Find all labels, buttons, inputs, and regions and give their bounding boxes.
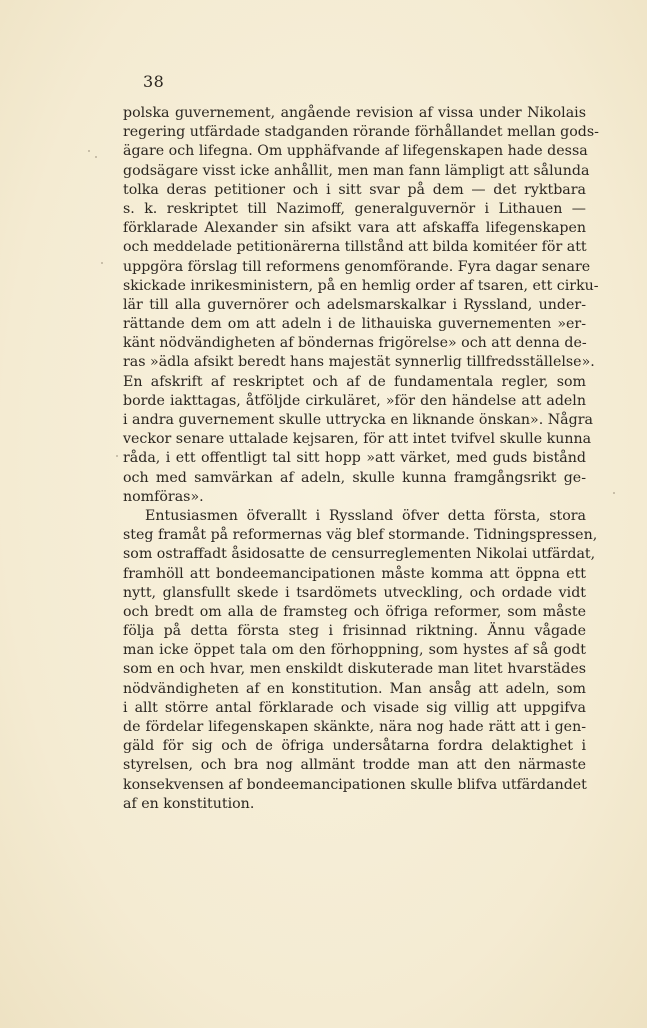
text-line: förklarade Alexander sin afsikt vara att afskaffa lifegenskapen (123, 220, 586, 237)
paper-speck (95, 156, 97, 158)
paper-speck (116, 455, 118, 457)
page-number: 38 (143, 72, 165, 91)
text-line: som ostraffadt åsidosatte de censurreglementen Nikolai utfärdat, (123, 546, 596, 563)
text-line: lär till alla guvernörer och adelsmarskalkar i Ryssland, under- (123, 296, 586, 313)
paper-speck (101, 262, 103, 264)
paper-speck (613, 492, 615, 494)
text-line: råda, i ett offentligt tal sitt hopp »att värket, med guds bistånd (123, 450, 586, 467)
text-line: och med samvärkan af adeln, skulle kunna framgångsrikt ge- (123, 469, 586, 486)
text-line: steg framåt på reformernas väg blef stormande. Tidningspressen, (123, 527, 598, 544)
paragraph-2 (123, 507, 598, 814)
text-line: uppgöra förslag till reformens genomförande. Fyra dagar senare (123, 258, 591, 275)
text-line: ägare och lifegna. Om upphäfvande af lifegenskapen hade dessa (123, 143, 588, 160)
text-line: nödvändigheten af en konstitution. Man ansåg att adeln, som (123, 680, 586, 697)
text-line: i andra guvernement skulle uttrycka en liknande önskan». Några (123, 412, 593, 428)
text-line: som en och hvar, men enskildt diskuterade man litet hvarstädes (123, 661, 586, 678)
text-line: känt nödvändigheten af böndernas frigörelse» och att denna de- (123, 335, 587, 352)
text-line: ras »ädla afsikt beredt hans majestät synnerlig tillfredsställelse». (123, 354, 595, 371)
text-line: nytt, glansfullt skede i tsardömets utveckling, och ordade vidt (123, 584, 586, 601)
text-line: och meddelade petitionärerna tillstånd att bilda komitéer för att (123, 239, 587, 256)
text-line: rättande dem om att adeln i de lithauiska guvernementen »er- (123, 316, 586, 333)
text-line: styrelsen, och bra nog allmänt trodde man att den närmaste (123, 757, 586, 774)
text-line: polska guvernement, angående revision af vissa under Nikolais (123, 105, 586, 121)
paper-speck (88, 150, 90, 152)
text-line: Entusiasmen öfverallt i Ryssland öfver detta första, stora (145, 507, 586, 524)
body-text (123, 104, 599, 814)
text-line: i allt större antal förklarade och visade sig villig att uppgifva (123, 699, 586, 716)
text-line: konsekvensen af bondeemancipationen skulle blifva utfärdandet (123, 776, 587, 793)
text-line: gäld för sig och de öfriga undersåtarna fordra delaktighet i (123, 738, 586, 755)
text-line: En afskrift af reskriptet och af de fundamentala regler, som (123, 373, 586, 390)
text-line: man icke öppet tala om den förhoppning, som hystes af så godt (123, 642, 586, 659)
text-line: och bredt om alla de framsteg och öfriga reformer, som måste (123, 603, 586, 620)
text-line: veckor senare uttalade kejsaren, för att intet tvifvel skulle kunna (123, 431, 592, 448)
text-line: skickade inrikesministern, på en hemlig order af tsaren, ett cirku- (123, 277, 599, 294)
text-line: regering utfärdade stadganden rörande förhållandet mellan gods- (123, 124, 599, 141)
text-line: borde iakttagas, åtföljde cirkuläret, »för den händelse att adeln (123, 392, 586, 409)
text-line: de fördelar lifegenskapen skänkte, nära nog hade rätt att i gen- (123, 719, 586, 735)
text-line: framhöll att bondeemancipationen måste komma att öppna ett (123, 565, 586, 582)
text-line: nomföras». (123, 488, 204, 505)
text-line: af en konstitution. (123, 795, 255, 812)
text-line: godsägare visst icke anhållit, men man fann lämpligt att sålunda (123, 162, 590, 179)
text-line: s. k. reskriptet till Nazimoff, generalguvernör i Lithauen — (123, 200, 586, 217)
text-line: tolka deras petitioner och i sitt svar på dem — det ryktbara (123, 181, 586, 198)
text-line: följa på detta första steg i frisinnad riktning. Ännu vågade (123, 623, 586, 640)
paragraph-1 (123, 104, 599, 507)
